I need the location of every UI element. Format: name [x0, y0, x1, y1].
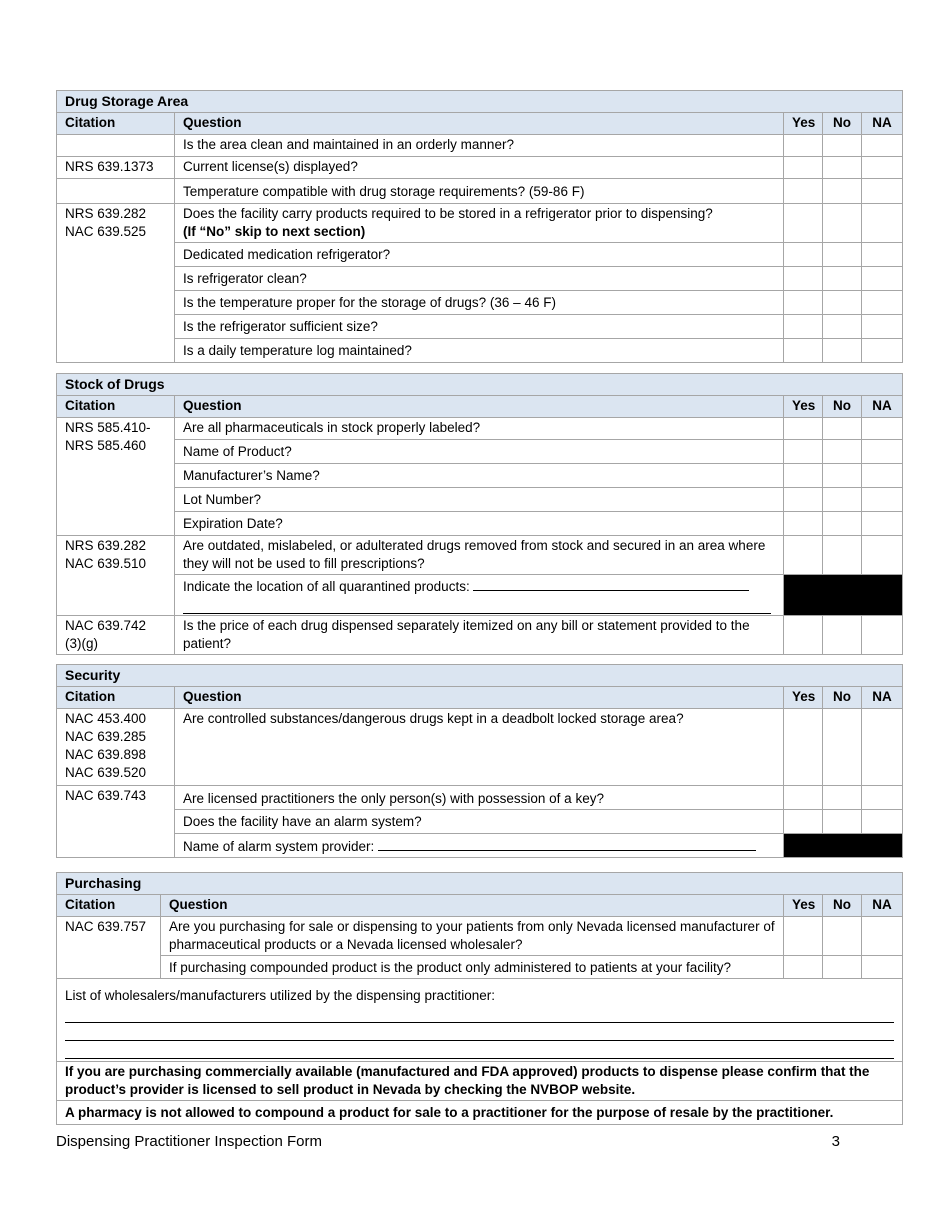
table-row [57, 291, 903, 315]
no-checkbox-cell[interactable] [823, 291, 862, 315]
question-cell: Are all pharmaceuticals in stock properly labeled? [175, 418, 784, 440]
yes-checkbox-cell[interactable] [784, 243, 823, 267]
table-row [57, 956, 903, 979]
question-text: Name of alarm system provider: [183, 839, 375, 854]
table-row [57, 834, 903, 858]
no-checkbox-cell[interactable] [823, 488, 862, 512]
table-row [57, 709, 903, 786]
provider-license-note: If you are purchasing commercially available (manufactured and FDA approved) products to dispense please confirm that the product’s provider is licensed to sell product in Nevada by checking the NVBOP website. [57, 1062, 903, 1101]
na-checkbox-cell[interactable] [862, 786, 903, 810]
page-footer [56, 1133, 840, 1150]
blacked-out-cell [784, 575, 903, 616]
citation-cell: NRS 639.1373 [57, 157, 175, 179]
table-row [57, 512, 903, 536]
page-number: 3 [831, 1133, 840, 1150]
question-cell: Is the refrigerator sufficient size? [175, 315, 784, 339]
no-checkbox-cell[interactable] [823, 243, 862, 267]
wholesaler-list-label: List of wholesalers/manufacturers utilized by the dispensing practitioner: [65, 988, 495, 1003]
citation-cell [57, 179, 175, 204]
no-checkbox-cell[interactable] [823, 956, 862, 979]
table-row [57, 1101, 903, 1125]
footer-title: Dispensing Practitioner Inspection Form [56, 1133, 322, 1150]
citation-cell [57, 616, 175, 655]
blacked-out-cell [784, 834, 903, 858]
question-cell: Expiration Date? [175, 512, 784, 536]
citation-cell [57, 536, 175, 616]
yes-checkbox-cell[interactable] [784, 786, 823, 810]
stock-of-drugs-table [56, 373, 903, 655]
citation-line: NRS 585.410- [65, 420, 151, 435]
question-cell: Is refrigerator clean? [175, 267, 784, 291]
no-checkbox-cell[interactable] [823, 917, 862, 956]
citation-line: NAC 639.742 [65, 618, 147, 633]
question-cell: Are licensed practitioners the only person(s) with possession of a key? [175, 786, 784, 810]
na-checkbox-cell[interactable] [862, 616, 903, 655]
yes-checkbox-cell[interactable] [784, 339, 823, 363]
yes-checkbox-cell[interactable] [784, 464, 823, 488]
table-row [57, 339, 903, 363]
no-checkbox-cell[interactable] [823, 315, 862, 339]
table-row [57, 917, 903, 956]
na-checkbox-cell[interactable] [862, 440, 903, 464]
na-checkbox-cell[interactable] [862, 157, 903, 179]
no-header: No [823, 895, 862, 917]
citation-cell [57, 135, 175, 157]
question-cell: Are controlled substances/dangerous drugs kept in a deadbolt locked storage area? [175, 709, 784, 786]
table-row [57, 267, 903, 291]
citation-line: NAC 639.898 [65, 747, 147, 762]
question-cell: Are outdated, mislabeled, or adulterated drugs removed from stock and secured in an area where they will not be used to fill prescriptions? [175, 536, 784, 575]
question-cell: Is the area clean and maintained in an orderly manner? [175, 135, 784, 157]
question-cell: Name of Product? [175, 440, 784, 464]
citation-header: Citation [57, 113, 175, 135]
yes-checkbox-cell[interactable] [784, 917, 823, 956]
no-checkbox-cell[interactable] [823, 810, 862, 834]
question-instruction: (If “No” skip to next section) [183, 224, 366, 239]
no-checkbox-cell[interactable] [823, 536, 862, 575]
no-header: No [823, 396, 862, 418]
citation-header: Citation [57, 687, 175, 709]
yes-header: Yes [784, 687, 823, 709]
citation-cell [57, 709, 175, 786]
na-header: NA [862, 113, 903, 135]
na-checkbox-cell[interactable] [862, 709, 903, 786]
na-checkbox-cell[interactable] [862, 512, 903, 536]
table-row [57, 488, 903, 512]
question-cell: Is a daily temperature log maintained? [175, 339, 784, 363]
question-cell: Does the facility have an alarm system? [175, 810, 784, 834]
citation-line: NAC 639.525 [65, 224, 147, 239]
security-table [56, 664, 903, 858]
no-checkbox-cell[interactable] [823, 204, 862, 243]
no-checkbox-cell[interactable] [823, 157, 862, 179]
drug-storage-table [56, 90, 903, 363]
na-checkbox-cell[interactable] [862, 291, 903, 315]
table-row [57, 616, 903, 655]
no-checkbox-cell[interactable] [823, 464, 862, 488]
question-header: Question [175, 396, 784, 418]
yes-header: Yes [784, 895, 823, 917]
citation-cell [57, 204, 175, 363]
citation-line: NAC 639.510 [65, 556, 147, 571]
no-checkbox-cell[interactable] [823, 512, 862, 536]
yes-checkbox-cell[interactable] [784, 440, 823, 464]
compounding-note: A pharmacy is not allowed to compound a product for sale to a practitioner for the purpose of resale by the practitioner. [57, 1101, 903, 1125]
citation-header: Citation [57, 895, 161, 917]
na-checkbox-cell[interactable] [862, 179, 903, 204]
citation-line: NRS 639.282 [65, 206, 147, 221]
yes-checkbox-cell[interactable] [784, 810, 823, 834]
question-cell: If purchasing compounded product is the product only administered to patients at your facility? [161, 956, 784, 979]
citation-cell: NAC 639.743 [57, 786, 175, 858]
na-checkbox-cell[interactable] [862, 315, 903, 339]
question-cell: Lot Number? [175, 488, 784, 512]
wholesaler-list-line-2[interactable] [65, 1023, 894, 1041]
na-checkbox-cell[interactable] [862, 956, 903, 979]
table-row [57, 135, 903, 157]
no-header: No [823, 113, 862, 135]
citation-line: NAC 639.520 [65, 765, 147, 780]
section-title: Security [57, 665, 903, 687]
table-row [57, 204, 903, 243]
wholesaler-list-line-1[interactable] [65, 1005, 894, 1023]
quarantine-location-field[interactable] [473, 576, 749, 591]
no-checkbox-cell[interactable] [823, 339, 862, 363]
table-row [57, 810, 903, 834]
citation-line: NRS 639.282 [65, 538, 147, 553]
alarm-provider-field[interactable] [378, 836, 756, 851]
na-checkbox-cell[interactable] [862, 418, 903, 440]
yes-checkbox-cell[interactable] [784, 536, 823, 575]
table-row [57, 243, 903, 267]
yes-checkbox-cell[interactable] [784, 135, 823, 157]
yes-checkbox-cell[interactable] [784, 291, 823, 315]
question-cell: Are you purchasing for sale or dispensing to your patients from only Nevada licensed manufacturer of pharmaceutical products or a Nevada licensed wholesaler? [161, 917, 784, 956]
na-checkbox-cell[interactable] [862, 243, 903, 267]
quarantine-location-field-line-2[interactable] [183, 596, 771, 614]
no-header: No [823, 687, 862, 709]
na-checkbox-cell[interactable] [862, 536, 903, 575]
table-row [57, 575, 903, 616]
na-header: NA [862, 895, 903, 917]
table-row [57, 536, 903, 575]
citation-cell [57, 418, 175, 536]
citation-line: NAC 639.285 [65, 729, 147, 744]
yes-checkbox-cell[interactable] [784, 709, 823, 786]
question-header: Question [175, 687, 784, 709]
yes-checkbox-cell[interactable] [784, 418, 823, 440]
table-row [57, 979, 903, 1062]
question-cell [175, 834, 784, 858]
question-cell: Current license(s) displayed? [175, 157, 784, 179]
na-checkbox-cell[interactable] [862, 267, 903, 291]
yes-header: Yes [784, 113, 823, 135]
no-checkbox-cell[interactable] [823, 267, 862, 291]
citation-line: (3)(g) [65, 636, 98, 651]
question-cell [175, 204, 784, 243]
table-row [57, 157, 903, 179]
yes-checkbox-cell[interactable] [784, 315, 823, 339]
table-row [57, 315, 903, 339]
no-checkbox-cell[interactable] [823, 616, 862, 655]
no-checkbox-cell[interactable] [823, 179, 862, 204]
question-cell [175, 575, 784, 616]
section-title: Purchasing [57, 873, 903, 895]
question-cell: Is the temperature proper for the storage of drugs? (36 – 46 F) [175, 291, 784, 315]
yes-checkbox-cell[interactable] [784, 179, 823, 204]
yes-checkbox-cell[interactable] [784, 956, 823, 979]
no-checkbox-cell[interactable] [823, 786, 862, 810]
yes-checkbox-cell[interactable] [784, 157, 823, 179]
question-text: Indicate the location of all quarantined products: [183, 579, 470, 594]
na-header: NA [862, 396, 903, 418]
citation-cell: NAC 639.757 [57, 917, 161, 979]
purchasing-table [56, 872, 903, 1125]
yes-checkbox-cell[interactable] [784, 204, 823, 243]
question-cell: Dedicated medication refrigerator? [175, 243, 784, 267]
table-row [57, 1062, 903, 1101]
yes-checkbox-cell[interactable] [784, 267, 823, 291]
na-checkbox-cell[interactable] [862, 488, 903, 512]
na-checkbox-cell[interactable] [862, 810, 903, 834]
question-header: Question [161, 895, 784, 917]
question-cell: Temperature compatible with drug storage requirements? (59-86 F) [175, 179, 784, 204]
no-checkbox-cell[interactable] [823, 135, 862, 157]
no-checkbox-cell[interactable] [823, 418, 862, 440]
table-row [57, 179, 903, 204]
na-checkbox-cell[interactable] [862, 339, 903, 363]
table-row [57, 786, 903, 810]
question-cell: Manufacturer’s Name? [175, 464, 784, 488]
na-checkbox-cell[interactable] [862, 204, 903, 243]
na-checkbox-cell[interactable] [862, 917, 903, 956]
section-title: Drug Storage Area [57, 91, 903, 113]
no-checkbox-cell[interactable] [823, 440, 862, 464]
no-checkbox-cell[interactable] [823, 709, 862, 786]
table-row [57, 440, 903, 464]
question-text: Does the facility carry products required to be stored in a refrigerator prior to dispensing? [183, 206, 713, 221]
citation-line: NAC 453.400 [65, 711, 147, 726]
citation-header: Citation [57, 396, 175, 418]
yes-checkbox-cell[interactable] [784, 512, 823, 536]
na-header: NA [862, 687, 903, 709]
citation-line: NRS 585.460 [65, 438, 147, 453]
yes-header: Yes [784, 396, 823, 418]
question-header: Question [175, 113, 784, 135]
na-checkbox-cell[interactable] [862, 464, 903, 488]
wholesaler-list-cell [57, 979, 903, 1062]
table-row [57, 418, 903, 440]
table-row [57, 464, 903, 488]
section-title: Stock of Drugs [57, 374, 903, 396]
yes-checkbox-cell[interactable] [784, 488, 823, 512]
question-cell: Is the price of each drug dispensed separately itemized on any bill or statement provided to the patient? [175, 616, 784, 655]
na-checkbox-cell[interactable] [862, 135, 903, 157]
wholesaler-list-line-3[interactable] [65, 1041, 894, 1059]
yes-checkbox-cell[interactable] [784, 616, 823, 655]
